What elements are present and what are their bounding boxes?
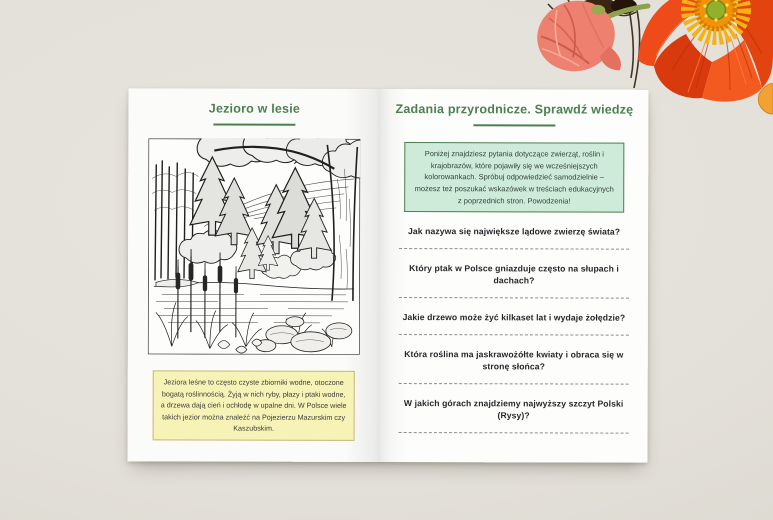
title-underline: [213, 124, 295, 126]
question-list: [391, 225, 638, 434]
answer-line-2: [399, 297, 629, 299]
quiz-intro-box: Poniżej znajdziesz pytania dotyczące zwierząt, roślin i krajobrazów, które pojawiły się we wcześniejszych kolorowankach. Spróbuj odpowiedzieć samodzielnie – możesz też poszukać wskazówek w treściach edukacyjnych z poprzednich stron. Powodzenia!: [404, 142, 624, 213]
answer-line-4: [399, 383, 629, 385]
right-page: [380, 89, 649, 463]
answer-line-3: [399, 334, 629, 336]
answer-line-1: [399, 248, 629, 250]
question-5: W jakich górach znajdziemy najwyższy szczyt Polski (Rysy)?: [403, 398, 624, 421]
left-page: [128, 88, 381, 462]
question-4: Która roślina ma jaskrawożółte kwiaty i obraca się w stronę słońca?: [404, 349, 624, 372]
left-page-title: Jezioro w lesie: [208, 101, 301, 116]
forest-lake-illustration: [148, 138, 361, 355]
title-underline: [473, 124, 555, 126]
right-page-title: Zadania przyrodnicze. Sprawdź wiedzę: [395, 102, 634, 117]
question-2: Który ptak w Polsce gniazduje często na słupach i dachach?: [409, 263, 619, 286]
question-3: Jakie drzewo może żyć kilkaset lat i wydaje żołędzie?: [402, 312, 626, 323]
question-1: Jak nazywa się największe lądowe zwierzę świata?: [408, 226, 621, 237]
red-poppy-flower: [638, 0, 773, 102]
lake-info-box: Jeziora leśne to często czyste zbiorniki wodne, otoczone bogatą roślinnością. Żyją w nich ryby, płazy i ptaki wodne, a drzewa dają cień i ochłodę w upalne dni. W Polsce wiele takich jezior można znaleźć na Pojezierzu Mazurskim czy Kaszubskim.: [153, 370, 355, 440]
answer-line-5: [399, 432, 629, 434]
open-booklet: [128, 88, 649, 462]
